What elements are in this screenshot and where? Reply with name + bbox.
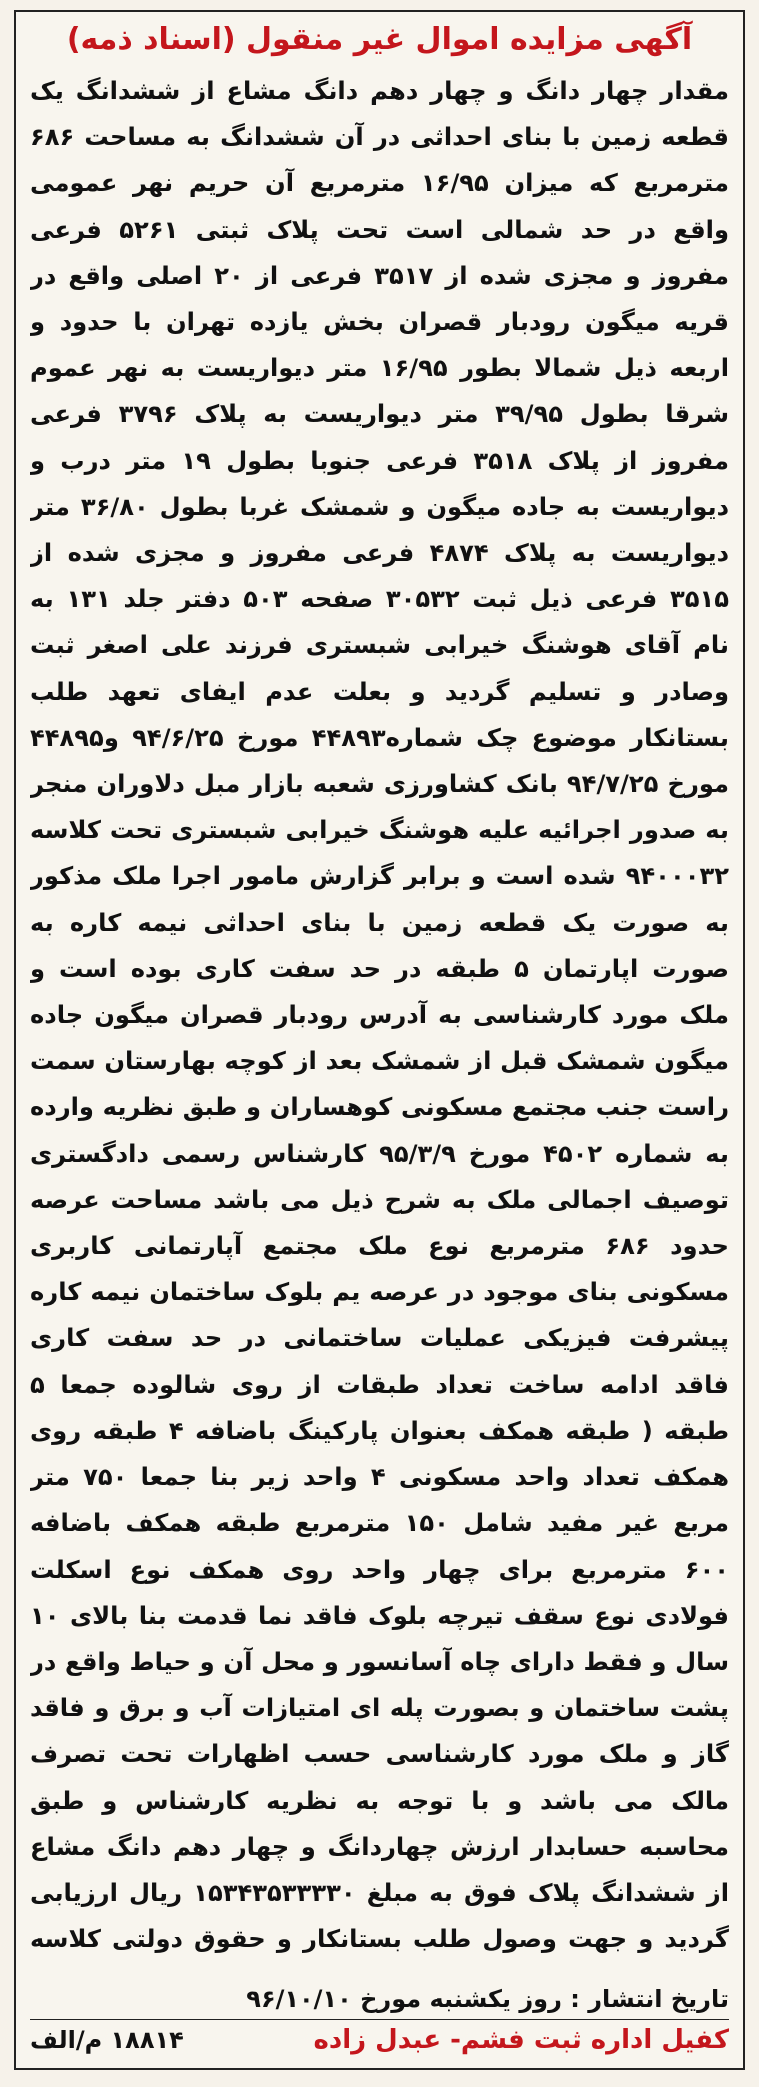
notice-body: مقدار چهار دانگ و چهار دهم دانگ مشاع از ششدانگ یک قطعه زمین با بنای احداثی در آن ششدانگ به مساحت ۶۸۶ مترمربع که میزان ۱۶/۹۵ مترمربع آن حریم نهر عمومی واقع در حد شمالی است تحت پلاک ثبتی ۵۲۶۱ فرعی مفروز و مجزی شده از ۳۵۱۷ فرعی از ۲۰ اصلی واقع در قریه میگون رودبار قصران بخش یازده تهران با حدود و اربعه ذیل شمالا بطور ۱۶/۹۵ متر دیواریست به نهر عموم شرقا بطول ۳۹/۹۵ متر دیواریست به پلاک ۳۷۹۶ فرعی مفروز از پلاک ۳۵۱۸ فرعی جنوبا بطول ۱۹ متر درب و دیواریست به جاده میگون و شمشک غربا بطول ۳۶/۸۰ متر دیواریست به پلاک ۴۸۷۴ فرعی مفروز و مجزی شده از ۳۵۱۵ فرعی ذیل ثبت ۳۰۵۳۲ صفحه ۵۰۳ دفتر جلد ۱۳۱ به نام آقای هوشنگ خیرابی شبستری فرزند علی اصغر ثبت وصادر و تسلیم گردید و بعلت عدم ایفای تعهد طلب بستانکار موضوع چک شماره۴۴۸۹۳ مورخ ۹۴/۶/۲۵ و۴۴۸۹۵ مورخ ۹۴/۷/۲۵ بانک کشاورزی شعبه بازار مبل دلاوران منجر به صدور اجرائیه علیه هوشنگ خیرابی شبستری تحت کلاسه ۹۴۰۰۰۳۲ شده است و برابر گزارش مامور اجرا ملک مذکور به صورت یک قطعه زمین با بنای احداثی نیمه کاره به صورت اپارتمان ۵ طبقه در حد سفت کاری بوده است و ملک مورد کارشناسی به آدرس رودبار قصران میگون جاده میگون شمشک قبل از شمشک بعد از کوچه بهارستان سمت راست جنب مجتمع مسکونی کوهساران و طبق نظریه وارده به شماره ۴۵۰۲ مورخ ۹۵/۳/۹ کارشناس رسمی دادگستری توصیف اجمالی ملک به شرح ذیل می باشد مساحت عرصه حدود ۶۸۶ مترمربع نوع ملک مجتمع آپارتمانی کاربری مسکونی بنای موجود در عرصه یم بلوک ساختمان نیمه کاره پیشرفت فیزیکی عملیات ساختمانی در حد سفت کاری فاقد ادامه ساخت تعداد طبقات از روی شالوده جمعا ۵ طبقه ( طبقه همکف بعنوان پارکینگ باضافه ۴ طبقه روی همکف تعداد واحد مسکونی ۴ واحد زیر بنا جمعا ۷۵۰ متر مربع غیر مفید شامل ۱۵۰ مترمربع طبقه همکف باضافه ۶۰۰ مترمربع برای چهار واحد روی همکف نوع اسکلت فولادی نوع سقف تیرچه بلوک فاقد نما قدمت بنا بالای ۱۰ سال و فقط دارای چاه آسانسور و محل آن و حیاط واقع در پشت ساختمان و بصورت پله ای امتیازات آب و برق و فاقد گاز و ملک مورد کارشناسی حسب اظهارات تحت تصرف مالک می باشد و با توجه به نظریه کارشناس و طبق محاسبه حسابدار ارزش چهاردانگ و چهار دهم دانگ مشاع از ششدانگ پلاک فوق به مبلغ ۱۵۳۴۳۵۳۳۳۳۰ ریال ارزیابی گردید و جهت وصول طلب بستانکار و حقوق دولتی کلاسه xyxy=(30,77,729,1954)
publish-date: تاریخ انتشار : روز یکشنبه مورخ ۹۶/۱۰/۱۰ xyxy=(246,1985,729,2013)
notice-frame xyxy=(14,10,745,2070)
signature: کفیل اداره ثبت فشم- عبدل زاده xyxy=(313,2025,729,2055)
notice-title: آگهی مزایده اموال غیر منقول (اسناد ذمه) xyxy=(66,22,693,57)
notice-number: ۱۸۸۱۴ م/الف xyxy=(30,2026,184,2054)
notice-footer xyxy=(30,2019,729,2058)
